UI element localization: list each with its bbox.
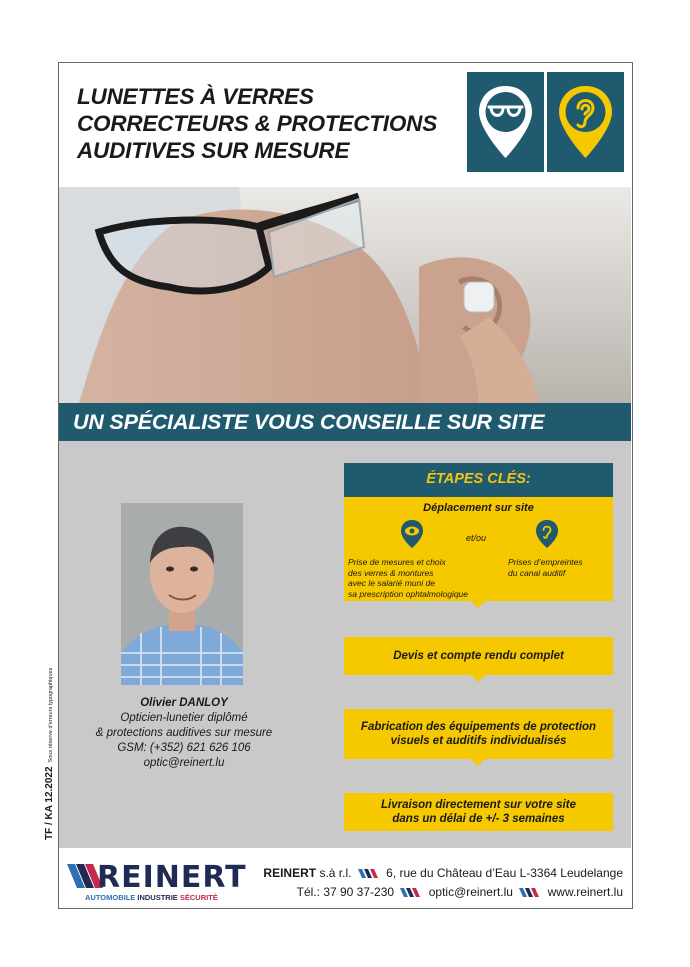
separator-stripes-icon: [400, 888, 422, 897]
header: [59, 63, 631, 187]
flyer: [58, 62, 633, 909]
step-quote: Devis et compte rendu complet: [344, 637, 613, 675]
hero-photo: [59, 187, 631, 403]
ear-pin-icon: [547, 72, 624, 172]
ear-small-pin-icon: [535, 519, 559, 549]
contact-title: Opticien-lunetier diplômé: [120, 712, 248, 724]
contact-email[interactable]: optic@reinert.lu: [143, 757, 225, 769]
logo-tagline: AUTOMOBILE INDUSTRIE SÉCURITÉ: [85, 893, 218, 902]
print-reference: [44, 668, 55, 840]
banner: [59, 403, 631, 441]
step-arrow: [471, 601, 485, 608]
page-title: LUNETTES À VERRES CORRECTEURS & PROTECTIONS AUDITIVES SUR MESURE: [77, 84, 438, 163]
step1-hearing-text: Prises d’empreintes du canal auditif: [508, 557, 583, 578]
phone-number[interactable]: Tél.: 37 90 37-230: [296, 885, 395, 899]
step1-connector: et/ou: [466, 533, 487, 543]
contact-name: Olivier DANLOY: [140, 697, 228, 709]
step-delivery: Livraison directement sur votre site dans un délai de +/- 3 semaines: [344, 793, 613, 831]
glasses-pin-icon: [467, 72, 544, 172]
print-code: TF / KA 12.2022: [44, 766, 55, 840]
steps-heading: ÉTAPES CLÉS:: [344, 463, 613, 497]
portrait-photo: [121, 503, 243, 685]
separator-stripes-icon: [519, 888, 541, 897]
company-name: REINERT: [263, 866, 317, 880]
step-manufacturing: Fabrication des équipements de protection visuels et auditifs individualisés: [344, 709, 613, 759]
address-line: 6, rue du Château d’Eau L-3364 Leudelange: [386, 866, 623, 880]
step1-title: Déplacement sur site: [423, 502, 534, 514]
step-arrow: [471, 759, 485, 766]
separator-stripes-icon: [358, 869, 380, 878]
step-site-visit: [344, 497, 613, 601]
website-link[interactable]: www.reinert.lu: [547, 885, 623, 899]
step-arrow: [471, 675, 485, 682]
step1-optical-text: Prise de mesures et choix des verres & montures avec le salarié muni de sa prescription ophtalmologique: [348, 557, 469, 599]
eye-pin-icon: [400, 519, 424, 549]
company-logo[interactable]: [67, 860, 247, 904]
contact-specialty: & protections auditives sur mesure: [95, 727, 273, 739]
company-address: REINERT s.à r.l. 6, rue du Château d’Eau L-3364 Leudelange Tél.: 37 90 37-230 optic@reinert.lu www.reinert.lu: [263, 866, 623, 899]
email-link[interactable]: optic@reinert.lu: [428, 885, 513, 899]
content-area: [59, 441, 631, 848]
contact-card: [59, 696, 309, 771]
logo-wordmark: REINERT: [97, 860, 247, 895]
banner-text: UN SPÉCIALISTE VOUS CONSEILLE SUR SITE: [73, 410, 545, 434]
disclaimer-text: Sous réserve d’erreurs typographiques: [48, 667, 54, 763]
contact-phone[interactable]: GSM: (+352) 621 626 106: [117, 742, 251, 754]
footer: [59, 848, 631, 908]
